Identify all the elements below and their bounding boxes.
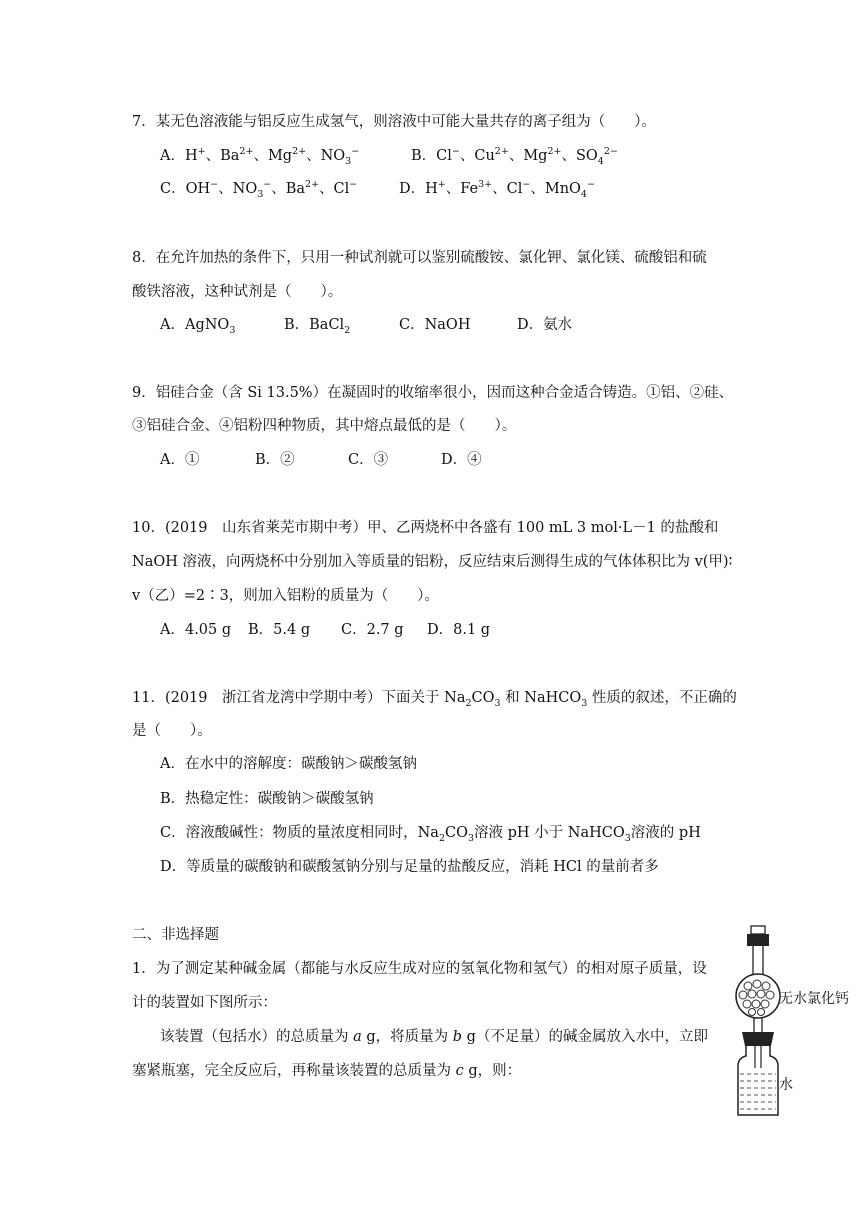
ion: $Ba^{2+}$、 [285, 179, 334, 197]
q11-option-c: C．溶液酸碱性：物质的量浓度相同时，$Na_2CO_3$溶液 pH 小于 NaHCO$_3$溶液的 pH [160, 825, 701, 844]
q10-option-a: A．4.05 g [160, 622, 232, 638]
option-label: B． [411, 148, 437, 164]
ion: $NO_3^-$、 [232, 179, 286, 200]
q8-option-c: C．NaOH [399, 317, 471, 333]
q7-option-a [160, 146, 359, 166]
q10-option-b: B．5.4 g [248, 622, 311, 638]
q8-option-b: B．BaCl$_2$ [284, 317, 351, 336]
q8-stem-line2: 酸铁溶液，这种试剂是（ ）。 [132, 284, 343, 300]
ion: $Mg^{2+}$、 [267, 146, 321, 164]
q7-option-c [160, 179, 357, 199]
bottle-stopper [742, 1032, 774, 1046]
s2-problem1-line1: 1．为了测定某种碱金属（都能与水反应生成对应的氢氧化物和氢气）的相对原子质量，设 [132, 961, 707, 977]
s2-problem1-line2: 计的装置如下图所示： [132, 995, 277, 1011]
q10-stem-line2: NaOH 溶液，向两烧杯中分别加入等质量的铝粉，反应结束后测得生成的气体体积比为 v(甲)∶ [132, 554, 733, 570]
option-label: D． [399, 181, 426, 197]
ion: $SO_4^{2-}$ [575, 146, 618, 167]
ion: $Fe^{3+}$、 [460, 179, 507, 197]
apparatus-figure [728, 918, 860, 1120]
q8-option-d: D．氨水 [517, 317, 573, 333]
ion: $Cu^{2+}$、 [474, 146, 524, 164]
q9-option-b: B．② [255, 452, 295, 468]
q7-stem: 7．某无色溶液能与铝反应生成氢气，则溶液中可能大量共存的离子组为（ ）。 [132, 114, 656, 130]
q10-stem-line3: v（乙）=2∶3，则加入铝粉的质量为（ ）。 [132, 588, 440, 604]
section-heading: 二、非选择题 [132, 927, 219, 943]
q7-option-b [411, 146, 618, 166]
q9-stem-line1: 9．铝硅合金（含 Si 13.5%）在凝固时的收缩率很小，因而这种合金适合铸造。①铝、②硅、 [132, 385, 734, 401]
q9-option-a: A．① [160, 452, 200, 468]
ion: $NO_3^-$ [320, 146, 360, 167]
ion: Cl−、 [436, 146, 475, 164]
option-label: C． [160, 181, 186, 197]
s2-problem1-line3: 该装置（包括水）的总质量为 a g，将质量为 b g（不足量）的碱金属放入水中，立即 [160, 1029, 708, 1045]
q11-stem-line1: 11．(2019 浙江省龙湾中学期中考）下面关于 $Na_2CO_3$ 和 NaHCO$_3$ 性质的叙述，不正确的 [132, 690, 737, 709]
top-stopper [747, 934, 769, 946]
q7-option-d [399, 179, 595, 199]
option-label: A． [160, 148, 185, 164]
s2-problem1-line4: 塞紧瓶塞，完全反应后，再称量该装置的总质量为 c g，则： [132, 1063, 522, 1079]
q11-option-d: D．等质量的碳酸钠和碳酸氢钠分别与足量的盐酸反应，消耗 HCl 的量前者多 [160, 859, 659, 875]
label-water: 水 [779, 1077, 793, 1093]
label-drying-agent: 无水氯化钙 [779, 991, 849, 1007]
ion: Cl−、 [506, 179, 545, 197]
ion: Cl− [333, 179, 358, 197]
ion: MnO$_4$− [544, 179, 595, 200]
q11-stem-line2: 是（ ）。 [132, 723, 212, 739]
q10-option-d: D．8.1 g [427, 622, 491, 638]
q8-option-a: A．AgNO$_3$ [160, 317, 236, 336]
q11-option-a: A．在水中的溶解度：碳酸钠＞碳酸氢钠 [160, 756, 417, 772]
q8-stem-line1: 8．在允许加热的条件下，只用一种试剂就可以鉴别硫酸铵、氯化钾、氯化镁、硫酸铝和硫 [132, 250, 707, 266]
q9-stem-line2: ③铝硅合金、④铝粉四种物质，其中熔点最低的是（ ）。 [132, 418, 517, 434]
q11-option-b: B．热稳定性：碳酸钠＞碳酸氢钠 [160, 791, 374, 807]
ion: OH−、 [185, 179, 233, 197]
ion: $Mg^{2+}$、 [523, 146, 576, 164]
q9-option-d: D．④ [441, 452, 482, 468]
q9-option-c: C．③ [348, 452, 389, 468]
ion: H+、 [425, 179, 461, 197]
ion: $Ba^{2+}$、 [220, 146, 268, 164]
ion: H+、 [184, 146, 221, 164]
q10-option-c: C．2.7 g [341, 622, 404, 638]
q10-stem-line1: 10．(2019 山东省莱芜市期中考）甲、乙两烧杯中各盛有 100 mL 3 mol·L－1 的盐酸和 [132, 520, 719, 536]
